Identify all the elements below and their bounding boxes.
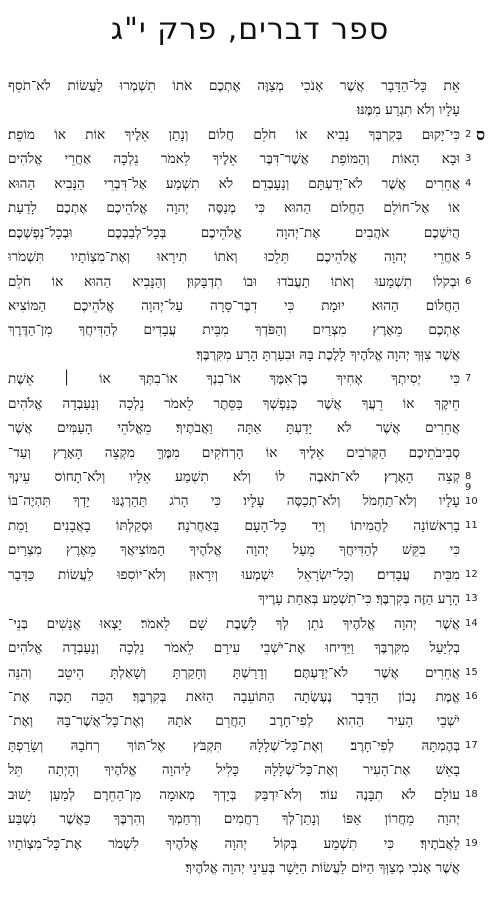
verse-number: 13	[465, 593, 478, 605]
verse-number: 12	[465, 569, 478, 580]
verse-number: 6	[465, 275, 472, 287]
text-line: עָלָיו וְלֹא־תַחְמֹל וְלֹא־תְכַסֶּה עָלָיו׃ כִּי הָרֹג תַּהַרְגֶנּוּ יָדְךָ תִּהְיֶה־בּוֹ	[8, 493, 460, 510]
verse-number: 16	[465, 691, 478, 703]
text-line: הַחֲלוֹם הַהוּא יוּמָת כִּי דִבֶּר־סָרָה עַל־יְהוָה אֱלֹהֵיכֶם הַמּוֹצִיא	[8, 297, 460, 314]
verse-number: 15	[465, 666, 478, 678]
page-title: ספר דברים, פרק י"ג	[110, 12, 390, 47]
text-line: אֲשֶׁר יְהוָה אֱלֹהֶיךָ נֹתֵן לְךָ לָשֶׁבֶת שָׁם לֵאמֹר׃ יָצְאוּ אֲנָשִׁים בְּנֵי־	[8, 615, 460, 632]
text-line: קְצֵה הָאָרֶץ׃ לֹא־תֹאבֶה לוֹ וְלֹא תִשְׁמַע אֵלָיו וְלֹא־תָחוֹס עֵינְךָ	[8, 469, 460, 485]
section-marker: ס	[476, 124, 486, 144]
text-line: אֶתְכֶם מֵאֶרֶץ מִצְרַיִם וְהַפֹּדְךָ מִבֵּית עֲבָדִים לְהַדִּיחֲךָ מִן־הַדֶּרֶךְ	[8, 322, 460, 339]
text-line: סְבִיבֹתֵיכֶם הַקְּרֹבִים אֵלֶיךָ אוֹ הָרְחֹקִים מִמֶּךָּ מִקְצֵה הָאָרֶץ וְעַד־	[8, 444, 460, 461]
verse-number: 2	[465, 128, 472, 140]
verse-number: 11	[465, 520, 478, 532]
text-line: כִּי־יָקוּם בְּקִרְבְּךָ נָבִיא אוֹ חֹלֵם חֲלוֹם וְנָתַן אֵלֶיךָ אוֹת אוֹ מוֹפֵת׃	[8, 126, 460, 143]
text-line: בְּהֶמְתָּהּ לְפִי־חָרֶב׃ וְאֶת־כָּל־שְׁלָלָהּ תִּקְבֹּץ אֶל־תּוֹךְ רְחֹבָהּ וְשָׂרַפְתָּ	[8, 737, 460, 754]
text-line: בְלִיַּעַל מִקִּרְבֶּךָ וַיַּדִּיחוּ אֶת־יֹשְׁבֵי עִירָם לֵאמֹר נֵלְכָה וְנַעַבְדָה אֱלֹהִים	[8, 640, 460, 657]
verse-number: 7	[465, 373, 472, 385]
verse-number: 8	[465, 471, 472, 483]
text-line: אֵת כָּל־הַדָּבָר אֲשֶׁר אָנֹכִי מְצַוֶּה אֶתְכֶם אֹתוֹ תִשְׁמְרוּ לַעֲשׂוֹת לֹא־תֹסֵף	[8, 78, 460, 94]
text-line: וּבָא הָאוֹת וְהַמּוֹפֵת אֲשֶׁר־דִּבֶּר אֵלֶיךָ לֵאמֹר נֵלְכָה אַחֲרֵי אֱלֹהִים	[8, 151, 460, 168]
verse-number: 14	[465, 617, 478, 629]
verse-number: 3	[465, 153, 472, 165]
text-line: יְהוָה מֵחֲרוֹן אַפּוֹ וְנָתַן־לְךָ רַחֲמִים וְרִחַמְךָ וְהִרְבֶּךָ כַּאֲשֶׁר נִשְׁבַּע	[8, 811, 460, 828]
text-line: אֱמֶת נָכוֹן הַדָּבָר נֶעֶשְׂתָה הַתּוֹעֵבָה הַזֹּאת בְּקִרְבֶּךָ׃ הַכֵּה תַכֶּה אֶת־	[8, 688, 460, 705]
text-line: עוֹלָם לֹא תִבָּנֶה עוֹד׃ וְלֹא־יִדְבַּק בְּיָדְךָ מְאוּמָה מִן־הַחֵרֶם לְמַעַן יָשׁוּב	[8, 786, 460, 803]
text-line: יֹשְׁבֵי הָעִיר הַהִוא לְפִי־חָרֶב הַחֲרֵם אֹתָהּ וְאֶת־כָּל־אֲשֶׁר־בָּהּ וְאֶת־	[8, 713, 460, 730]
text-line: כִּי בִקֵּשׁ לְהַדִּיחֲךָ מֵעַל יְהוָה אֱלֹהֶיךָ הַמּוֹצִיאֲךָ מֵאֶרֶץ מִצְרַיִם	[8, 542, 460, 559]
verse-number: 18	[465, 789, 478, 801]
text-line: אֲחֵרִים אֲשֶׁר לֹא־יְדַעְתָּם וְנָעָבְדֵם׃ לֹא תִשְׁמַע אֶל־דִּבְרֵי הַנָּבִיא הַהוּא	[8, 175, 460, 192]
text-line: הָרָע הַזֶּה בְּקִרְבֶּךָ׃ כִּי־תִשְׁמַע בְּאַחַת עָרֶיךָ	[258, 591, 460, 608]
text-line: וּבְקֹלוֹ תִשְׁמָעוּ וְאֹתוֹ תַעֲבֹדוּ וּבוֹ תִדְבָּקוּן׃ וְהַנָּבִיא הַהוּא אוֹ חֹלֵם	[8, 273, 460, 290]
text-line: אֲחֵרִים אֲשֶׁר לֹא יָדַעְתָּ אַתָּה וַאֲבֹתֶיךָ׃ מֵאֱלֹהֵי הָעַמִּים אֲשֶׁר	[8, 420, 460, 437]
verse-number: 4	[465, 177, 472, 189]
text-line: בָרִאשׁוֹנָה לַהֲמִיתוֹ וְיַד כָּל־הָעָם בָּאַחֲרֹנָה׃ וּסְקַלְתּוֹ בָאֲבָנִים וָמֵת	[8, 517, 460, 534]
text-line: אַחֲרֵי יְהוָה אֱלֹהֵיכֶם תֵּלֵכוּ וְאֹתוֹ תִירָאוּ וְאֶת־מִצְוֹתָיו תִּשְׁמֹרוּ	[8, 249, 460, 266]
text-line: מִבֵּית עֲבָדִים׃ וְכָל־יִשְׂרָאֵל יִשְׁמְעוּ וְיִרָאוּן וְלֹא־יוֹסִפוּ לַעֲשׂוֹת כַּדָּבָר	[8, 566, 460, 583]
text-line: הֲיִשְׁכֶם אֹהֲבִים אֶת־יְהוָה אֱלֹהֵיכֶם בְּכָל־לְבַבְכֶם וּבְכָל־נַפְשְׁכֶם׃	[8, 224, 460, 241]
text-line: חֵיקֶךָ אוֹ רֵעֲךָ אֲשֶׁר כְּנַפְשְׁךָ בַּסֵּתֶר לֵאמֹר נֵלְכָה וְנַעַבְדָה אֱלֹהִים	[8, 395, 460, 412]
text-line: כִּי יְסִיתְךָ אָחִיךָ בֶן־אִמֶּךָ אוֹ־בִנְךָ אוֹ־בִתְּךָ אוֹ ׀ אֵשֶׁת	[8, 371, 460, 388]
text-line: אוֹ אֶל־חוֹלֵם הַחֲלוֹם הַהוּא כִּי מְנַסֶּה יְהוָה אֱלֹהֵיכֶם אֶתְכֶם לָדַעַת	[8, 200, 460, 217]
text-line: אֲשֶׁר צִוְּךָ יְהוָה אֱלֹהֶיךָ לָלֶכֶת בָּהּ וּבִעַרְתָּ הָרָע מִקִּרְבֶּךָ׃	[196, 346, 460, 363]
text-line: לַאֲבֹתֶיךָ׃ כִּי תִשְׁמַע בְּקוֹל יְהוָה אֱלֹהֶיךָ לִשְׁמֹר אֶת־כָּל־מִצְוֹתָיו	[8, 835, 460, 852]
verse-number: 19	[465, 837, 478, 849]
text-line: עָלָיו וְלֹא תִגְרַע מִמֶּנּוּ׃	[356, 102, 460, 119]
verse-number: 10	[465, 495, 478, 507]
verse-number: 5	[465, 251, 472, 263]
scripture-text	[8, 74, 460, 880]
verse-number: 17	[465, 740, 478, 752]
text-line: בָאֵשׁ אֶת־הָעִיר וְאֶת־כָּל־שְׁלָלָהּ כָּלִיל לַיהוָה אֱלֹהֶיךָ וְהָיְתָה תֵּל	[8, 762, 460, 779]
text-line: אֲשֶׁר אָנֹכִי מְצַוְּךָ הַיּוֹם לַעֲשׂוֹת הַיָּשָׁר בְּעֵינֵי יְהוָה אֱלֹהֶיךָ׃	[185, 860, 460, 876]
text-line: אֲחֵרִים אֲשֶׁר לֹא־יְדַעְתֶּם׃ וְדָרַשְׁתָּ וְחָקַרְתָּ וְשָׁאַלְתָּ הֵיטֵב וְהִנֵּה	[8, 664, 460, 681]
verse-number: 9	[465, 482, 472, 494]
